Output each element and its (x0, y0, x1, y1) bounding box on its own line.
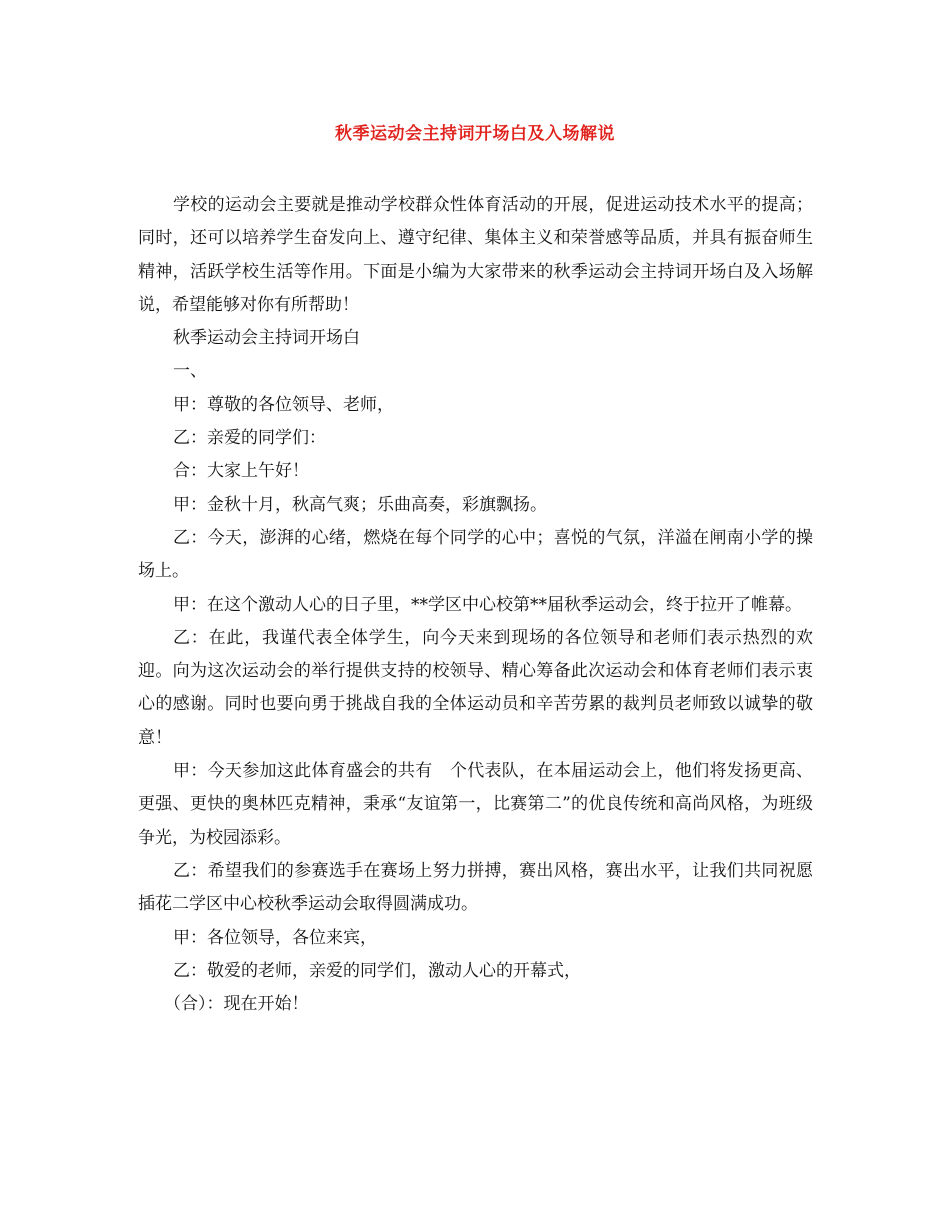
paragraph-line: 乙：在此，我谨代表全体学生，向今天来到现场的各位领导和老师们表示热烈的欢迎。向为这次运动会的举行提供支持的校领导、精心筹备此次运动会和体育老师们表示衷心的感谢。同时也要向勇于挑战自我的全体运动员和辛苦劳累的裁判员老师致以诚挚的敬意！ (138, 627, 813, 748)
paragraph-section-number: 一、 (173, 361, 207, 382)
paragraph-intro: 学校的运动会主要就是推动学校群众性体育活动的开展，促进运动技术水平的提高；同时，还可以培养学生奋发向上、遵守纪律、集体主义和荣誉感等品质，并具有振奋师生精神，活跃学校生活等作用。下面是小编为大家带来的秋季运动会主持词开场白及入场解说，希望能够对你有所帮助！ (138, 195, 813, 315)
paragraph-line: 甲：今天参加这此体育盛会的共有 个代表队，在本届运动会上，他们将发扬更高、更强、更快的奥林匹克精神，秉承“友谊第一，比赛第二”的优良传统和高尚风格，为班级争光，为校园添彩。 (138, 761, 813, 848)
paragraph-line: 乙：今天，澎湃的心绪，燃烧在每个同学的心中；喜悦的气氛，洋溢在闸南小学的操场上。 (138, 527, 813, 582)
paragraph-line: 甲：在这个激动人心的日子里，**学区中心校第**届秋季运动会，终于拉开了帷幕。 (173, 594, 802, 615)
paragraph-line: 甲：各位领导，各位来宾， (173, 927, 377, 948)
paragraph-line: 甲：尊敬的各位领导、老师， (173, 394, 394, 415)
paragraph-line: （合）：现在开始！ (164, 994, 309, 1015)
paragraph-line: 甲：金秋十月，秋高气爽；乐曲高奏，彩旗飘扬。 (173, 494, 547, 515)
document-title: 秋季运动会主持词开场白及入场解说 (335, 124, 615, 144)
paragraph-section-heading: 秋季运动会主持词开场白 (173, 328, 360, 349)
paragraph-line: 合：大家上午好！ (173, 461, 309, 482)
document-body (138, 189, 813, 1021)
paragraph-line: 乙：亲爱的同学们： (173, 428, 326, 449)
paragraph-line: 乙：敬爱的老师，亲爱的同学们，激动人心的开幕式， (173, 960, 581, 981)
paragraph-line: 乙：希望我们的参赛选手在赛场上努力拼搏，赛出风格，赛出水平，让我们共同祝愿插花二学区中心校秋季运动会取得圆满成功。 (138, 860, 813, 915)
